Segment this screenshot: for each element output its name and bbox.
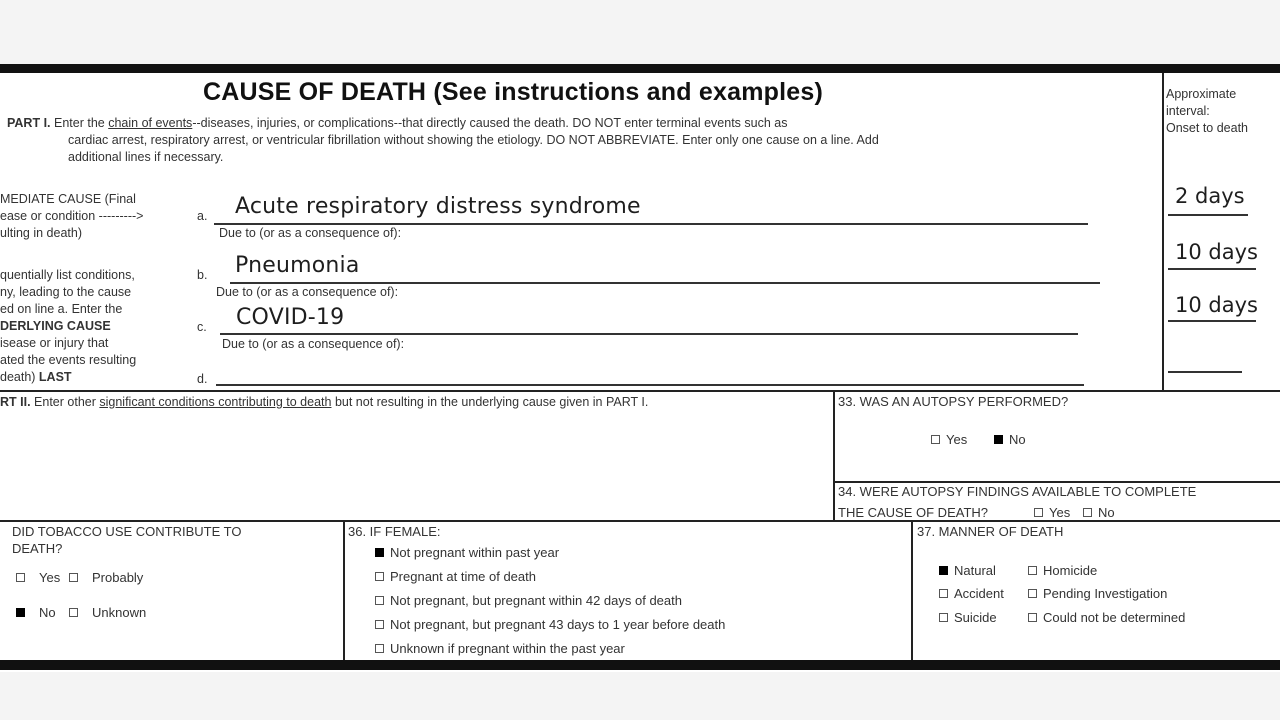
immediate-cause-label-3: ulting in death) [0,226,83,240]
q33-option-no[interactable] [994,432,1026,447]
interval-header-line2: interval: [1166,104,1210,118]
q35-probably-label: Probably [92,570,144,585]
line-b-letter: b. [197,268,208,282]
q37-option-suicide[interactable] [939,610,997,625]
part2-instructions [0,394,648,411]
q34-no-label: No [1098,505,1115,520]
line-c-due-to: Due to (or as a consequence of): [222,337,405,351]
line-a-interval[interactable]: 2 days [1175,184,1245,208]
q36-option-4[interactable] [375,617,725,632]
last-label-pre: death) [0,370,39,384]
q33-no-checkbox[interactable] [994,435,1003,444]
q33-yes-checkbox[interactable] [931,435,940,444]
q36-option-3[interactable] [375,593,682,608]
part1-instructions [7,115,787,132]
q37-option-undetermined[interactable] [1028,610,1185,625]
q35-probably-checkbox[interactable] [69,573,78,582]
line-c-rule [220,333,1078,335]
q36-option-5[interactable] [375,641,625,656]
q35-label-line2: DEATH? [12,541,63,556]
q37-option-natural[interactable] [939,563,996,578]
q36-option-3-label: Not pregnant, but pregnant within 42 days of death [390,593,682,608]
q34-label-line1: 34. WERE AUTOPSY FINDINGS AVAILABLE TO COMPLETE [838,484,1197,499]
q37-pending-label: Pending Investigation [1043,586,1168,601]
immediate-cause-label-2: ease or condition ---------> [0,209,144,223]
line-c-interval-rule [1168,320,1256,322]
q37-suicide-checkbox[interactable] [939,613,948,622]
q37-natural-label: Natural [954,563,996,578]
line-a-due-to: Due to (or as a consequence of): [219,226,402,240]
part1-label: PART I. [7,116,51,130]
part2-bottom-line [0,520,1280,522]
bottom-border [0,660,1280,670]
q35-unknown-checkbox[interactable] [69,608,78,617]
q34-no-checkbox[interactable] [1083,508,1092,517]
line-d-letter: d. [197,372,208,386]
line-c-interval[interactable]: 10 days [1175,293,1258,317]
q36-option-1-checkbox[interactable] [375,548,384,557]
underlying-label-2: ated the events resulting [0,353,137,367]
q36-option-2-label: Pregnant at time of death [390,569,536,584]
line-c-cause[interactable]: COVID-19 [236,305,345,330]
q37-option-pending[interactable] [1028,586,1167,601]
q37-undetermined-label: Could not be determined [1043,610,1186,625]
sequential-label-3: ed on line a. Enter the [0,302,123,316]
part2-label: RT II. [0,395,31,409]
cause-of-death-form [0,64,1280,672]
q37-option-accident[interactable] [939,586,1004,601]
q36-label: 36. IF FEMALE: [348,524,441,539]
q37-suicide-label: Suicide [954,610,997,625]
immediate-cause-label-1: MEDIATE CAUSE (Final [0,192,136,206]
sequential-label-1: quentially list conditions, [0,268,135,282]
last-label-bold: LAST [38,370,72,384]
part2-divider [833,392,835,520]
form-title: CAUSE OF DEATH (See instructions and examples) [203,78,823,106]
significant-conditions-link: significant conditions contributing to death [99,395,332,409]
q37-natural-checkbox[interactable] [939,566,948,575]
interval-header-line3: Onset to death [1166,121,1249,135]
underlying-label-1: isease or injury that [0,336,109,350]
q36-option-4-checkbox[interactable] [375,620,384,629]
chain-of-events-link: chain of events [108,116,193,130]
q37-accident-label: Accident [954,586,1004,601]
interval-header-line1: Approximate [1166,87,1237,101]
part2-pre: Enter other [34,395,100,409]
line-a-letter: a. [197,209,208,223]
q36-option-5-label: Unknown if pregnant within the past year [390,641,625,656]
line-b-interval[interactable]: 10 days [1175,240,1258,264]
q37-homicide-checkbox[interactable] [1028,566,1037,575]
underlying-cause-label: DERLYING CAUSE [0,319,111,333]
last-label [0,369,72,386]
q33-yes-label: Yes [946,432,968,447]
q33-bottom-line [834,481,1280,483]
q34-option-no[interactable] [1083,505,1115,520]
part1-instr-post: --diseases, injuries, or complications--that directly caused the death. DO NOT enter terminal events such as [192,116,788,130]
line-b-interval-rule [1168,268,1256,270]
part1-instr-pre: Enter the [54,116,109,130]
q36-option-3-checkbox[interactable] [375,596,384,605]
interval-column-divider [1162,73,1164,391]
line-a-cause[interactable]: Acute respiratory distress syndrome [235,194,641,219]
q36-option-4-label: Not pregnant, but pregnant 43 days to 1 year before death [390,617,726,632]
q35-option-yes[interactable] [16,570,60,585]
q35-no-label: No [39,605,56,620]
q37-option-homicide[interactable] [1028,563,1097,578]
q36-option-2[interactable] [375,569,536,584]
q33-option-yes[interactable] [931,432,967,447]
line-b-due-to: Due to (or as a consequence of): [216,285,399,299]
q36-option-2-checkbox[interactable] [375,572,384,581]
q33-label: 33. WAS AN AUTOPSY PERFORMED? [838,394,1069,409]
q37-homicide-label: Homicide [1043,563,1098,578]
q35-yes-checkbox[interactable] [16,573,25,582]
q36-option-5-checkbox[interactable] [375,644,384,653]
part2-post: but not resulting in the underlying cause given in PART I. [331,395,649,409]
q34-yes-label: Yes [1049,505,1071,520]
q35-yes-label: Yes [39,570,61,585]
q37-pending-checkbox[interactable] [1028,589,1037,598]
q35-unknown-label: Unknown [92,605,147,620]
line-a-interval-rule [1168,214,1248,216]
line-d-rule [216,384,1084,386]
q35-no-checkbox[interactable] [16,608,25,617]
line-b-cause[interactable]: Pneumonia [235,253,360,278]
q35-option-probably[interactable] [69,570,143,585]
top-border [0,64,1280,73]
q35-option-no[interactable] [16,605,56,620]
q35-label-line1: DID TOBACCO USE CONTRIBUTE TO [12,524,242,539]
part1-instructions-line2: cardiac arrest, respiratory arrest, or ventricular fibrillation without showing the etiology. DO NOT ABBREVIATE. Enter only one cause on a line. Add [68,133,879,147]
q36-option-1[interactable] [375,545,559,560]
q33-no-label: No [1009,432,1026,447]
q34-label-line2: THE CAUSE OF DEATH? [838,505,989,520]
q37-accident-checkbox[interactable] [939,589,948,598]
q34-yes-checkbox[interactable] [1034,508,1043,517]
part1-instructions-line3: additional lines if necessary. [68,150,224,164]
q37-undetermined-checkbox[interactable] [1028,613,1037,622]
line-c-letter: c. [197,320,207,334]
part1-bottom-line [0,390,1280,392]
q37-label: 37. MANNER OF DEATH [917,524,1064,539]
q36-option-1-label: Not pregnant within past year [390,545,560,560]
sequential-label-2: ny, leading to the cause [0,285,132,299]
q34-option-yes[interactable] [1034,505,1070,520]
line-d-interval-rule [1168,371,1242,373]
q35-option-unknown[interactable] [69,605,146,620]
q36-divider [911,522,913,660]
q35-divider [343,522,345,660]
